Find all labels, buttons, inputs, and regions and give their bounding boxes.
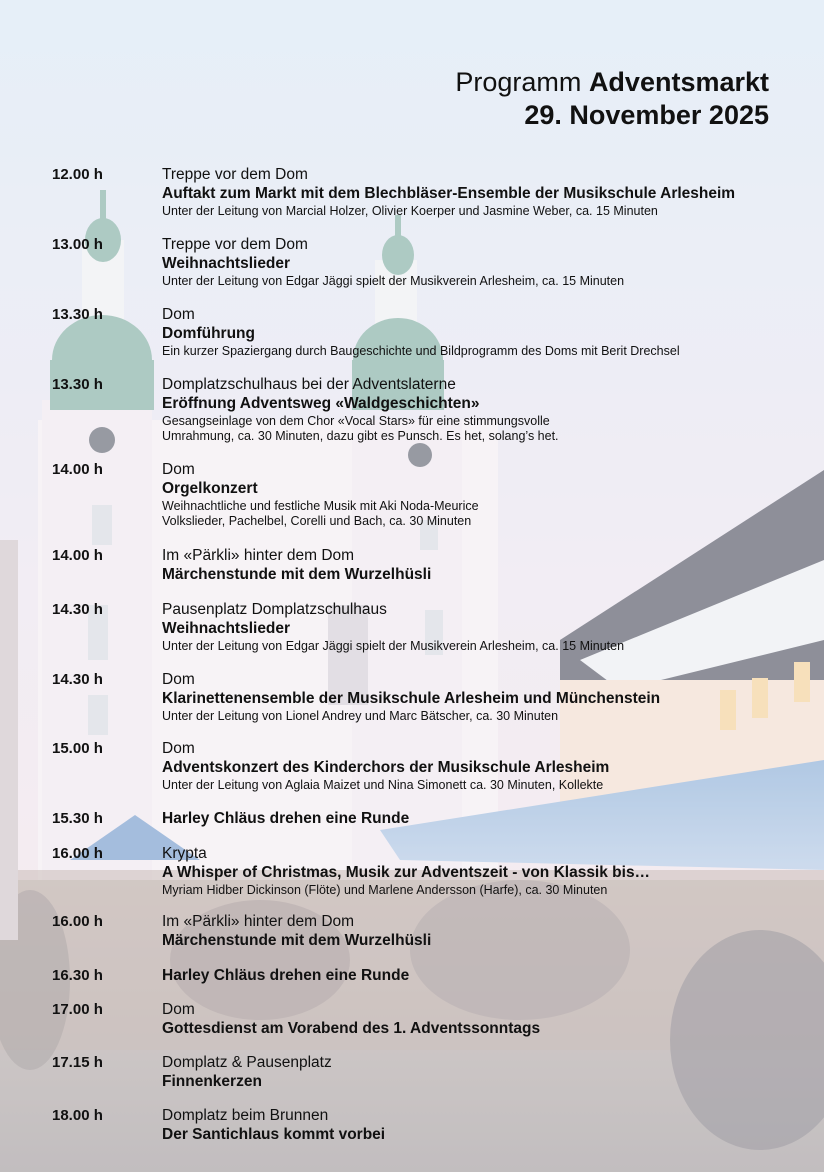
entry-description: Unter der Leitung von Lionel Andrey und Marc Bätscher, ca. 30 Minuten (162, 709, 559, 723)
entry-description: Unter der Leitung von Edgar Jäggi spielt der Musikverein Arlesheim, ca. 15 Minuten (162, 274, 625, 288)
entry-title: Harley Chläus drehen eine Runde (162, 967, 410, 984)
entry-title: Weihnachtslieder (162, 255, 291, 272)
page-title (455, 66, 769, 132)
entry-time: 16.00 h (52, 913, 103, 930)
entry-time: 14.00 h (52, 461, 103, 478)
entry-location: Domplatz beim Brunnen (162, 1107, 329, 1124)
entry-location: Treppe vor dem Dom (162, 166, 308, 183)
entry-time: 13.00 h (52, 236, 103, 253)
entry-title: Orgelkonzert (162, 480, 258, 497)
event-date: 29. November 2025 (524, 100, 769, 130)
entry-title: Märchenstunde mit dem Wurzelhüsli (162, 566, 432, 583)
entry-location: Domplatz & Pausenplatz (162, 1054, 332, 1071)
entry-title: Märchenstunde mit dem Wurzelhüsli (162, 932, 432, 949)
entry-time: 18.00 h (52, 1107, 103, 1124)
entry-location: Dom (162, 671, 195, 688)
entry-title: Auftakt zum Markt mit dem Blechbläser-Ensemble der Musikschule Arlesheim (162, 185, 736, 202)
entry-title: Gottesdienst am Vorabend des 1. Adventssonntags (162, 1020, 541, 1037)
entry-location: Im «Pärkli» hinter dem Dom (162, 547, 355, 564)
entry-title: Eröffnung Adventsweg «Waldgeschichten» (162, 395, 480, 412)
entry-time: 12.00 h (52, 166, 103, 183)
entry-title: Domführung (162, 325, 255, 342)
entry-description: Unter der Leitung von Marcial Holzer, Olivier Koerper und Jasmine Weber, ca. 15 Minuten (162, 204, 658, 218)
entry-time: 16.30 h (52, 967, 103, 984)
entry-location: Dom (162, 461, 195, 478)
entry-title: Klarinettenensemble der Musikschule Arlesheim und Münchenstein (162, 690, 661, 707)
entry-title: Adventskonzert des Kinderchors der Musikschule Arlesheim (162, 759, 610, 776)
entry-location: Treppe vor dem Dom (162, 236, 308, 253)
entry-title: A Whisper of Christmas, Musik zur Adventszeit - von Klassik bis… (162, 864, 651, 881)
entry-time: 13.30 h (52, 306, 103, 323)
title-prefix: Programm (455, 67, 582, 97)
entry-location: Dom (162, 740, 195, 757)
entry-time: 17.00 h (52, 1001, 103, 1018)
entry-location: Dom (162, 1001, 195, 1018)
entry-time: 13.30 h (52, 376, 103, 393)
entry-location: Krypta (162, 845, 207, 862)
entry-description: Myriam Hidber Dickinson (Flöte) und Marlene Andersson (Harfe), ca. 30 Minuten (162, 883, 608, 897)
entry-title: Finnenkerzen (162, 1073, 262, 1090)
entry-time: 15.30 h (52, 810, 103, 827)
title-bold: Adventsmarkt (588, 67, 769, 97)
entry-time: 14.30 h (52, 601, 103, 618)
entry-description: Weihnachtliche und festliche Musik mit Aki Noda-Meurice Volkslieder, Pachelbel, Corelli und Bach, ca. 30 Minuten (162, 499, 479, 528)
entry-location: Dom (162, 306, 195, 323)
entry-time: 14.00 h (52, 547, 103, 564)
entry-time: 16.00 h (52, 845, 103, 862)
entry-title: Harley Chläus drehen eine Runde (162, 810, 410, 827)
entry-time: 17.15 h (52, 1054, 103, 1071)
title-line (455, 66, 769, 99)
entry-title: Weihnachtslieder (162, 620, 291, 637)
entry-location: Domplatzschulhaus bei der Adventslaterne (162, 376, 456, 393)
entry-description: Ein kurzer Spaziergang durch Baugeschichte und Bildprogramm des Doms mit Berit Drechsel (162, 344, 680, 358)
entry-description: Gesangseinlage von dem Chor «Vocal Stars» für eine stimmungsvolle Umrahmung, ca. 30 Minuten, dazu gibt es Punsch. Es het, solang’s het. (162, 414, 559, 443)
entry-location: Pausenplatz Domplatzschulhaus (162, 601, 387, 618)
entry-description: Unter der Leitung von Edgar Jäggi spielt der Musikverein Arlesheim, ca. 15 Minuten (162, 639, 625, 653)
entry-time: 14.30 h (52, 671, 103, 688)
entry-description: Unter der Leitung von Aglaia Maizet und Nina Simonett ca. 30 Minuten, Kollekte (162, 778, 604, 792)
entry-title: Der Santichlaus kommt vorbei (162, 1126, 386, 1143)
entry-location: Im «Pärkli» hinter dem Dom (162, 913, 355, 930)
entry-time: 15.00 h (52, 740, 103, 757)
